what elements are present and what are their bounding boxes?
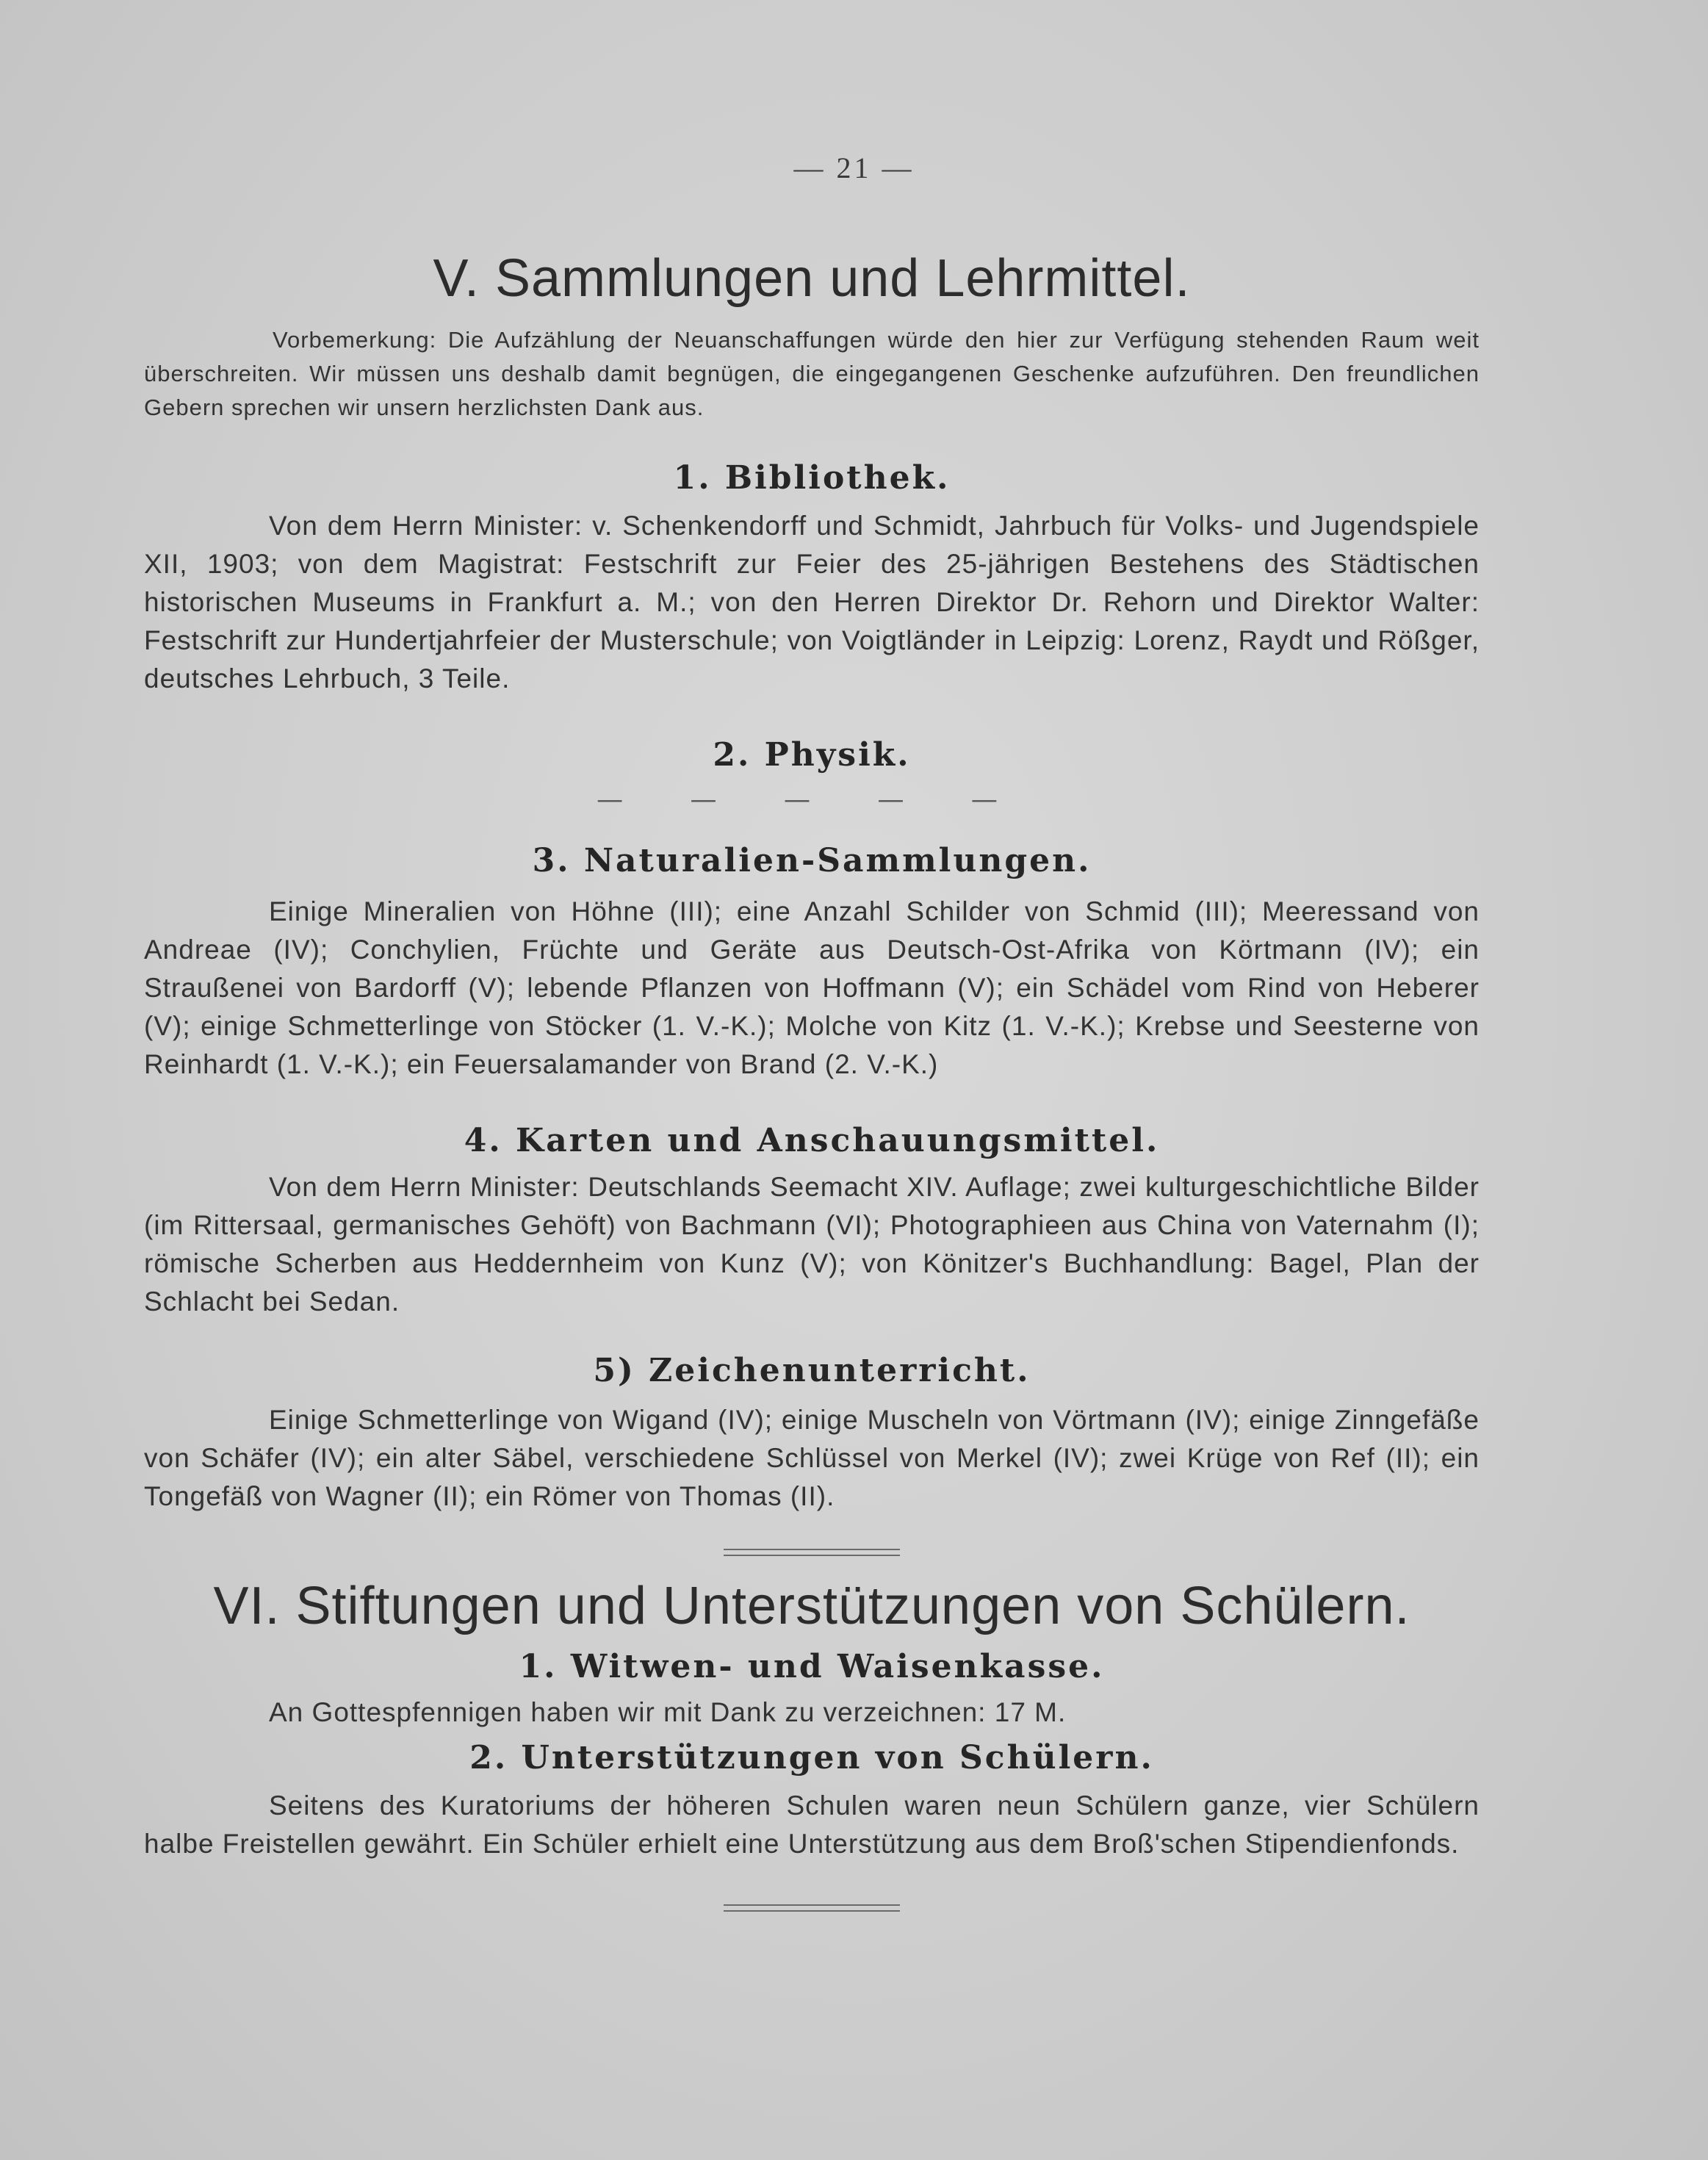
- subsection-witwenkasse-heading: 1. Witwen- und Waisenkasse.: [519, 1648, 1105, 1685]
- subsection-karten-text: Von dem Herrn Minister: Deutschlands Seemacht XIV. Auflage; zwei kulturgeschichtliche Bilder (im Rittersaal, germanisches Gehöft) von Bachmann (VI); Photographieen aus China von Vaternahm (I); römische Scherben aus Heddernheim von Kunz (V); von Könitzer's Buchhandlung: Bagel, Plan der Schlacht bei Sedan.: [144, 1172, 1480, 1317]
- subsection-witwenkasse-text: An Gottespfennigen haben wir mit Dank zu verzeichnen: 17 M.: [269, 1697, 1067, 1727]
- closing-divider: [724, 1904, 900, 1906]
- section-v-title: V. Sammlungen und Lehrmittel.: [433, 249, 1191, 308]
- page-number: — 21 —: [793, 151, 915, 184]
- subsection-unterstuetzungen-text: Seitens des Kuratoriums der höheren Schulen waren neun Schülern ganze, vier Schülern halbe Freistellen gewährt. Ein Schüler erhielt eine Unterstützung aus dem Broß'schen Stipendienfonds.: [144, 1790, 1480, 1859]
- subsection-naturalien-text: Einige Mineralien von Höhne (III); eine Anzahl Schilder von Schmid (III); Meeressand von Andreae (IV); Conchylien, Früchte und Geräte aus Deutsch-Ost-Afrika von Körtmann (IV); ein Straußenei von Bardorff (V); lebende Pflanzen von Hoffmann (V); ein Schädel vom Rind von Heberer (V); einige Schmetterlinge von Stöcker (1. V.-K.); Molche von Kitz (1. V.-K.); Krebse und Seesterne von Reinhardt (1. V.-K.); ein Feuersalamander von Brand (2. V.-K.): [144, 896, 1480, 1079]
- section-vi-title: VI. Stiftungen und Unterstützungen von Schülern.: [213, 1577, 1410, 1635]
- subsection-naturalien-heading: 3. Naturalien-Sammlungen.: [532, 842, 1092, 879]
- subsection-bibliothek-text: Von dem Herrn Minister: v. Schenkendorff und Schmidt, Jahrbuch für Volks- und Jugendspiele XII, 1903; von dem Magistrat: Festschrift zur Feier des 25-jährigen Bestehens des Städtischen historischen Museums in Frankfurt a. M.; von den Herren Direktor Dr. Rehorn und Direktor Walter: Festschrift zur Hundertjahrfeier der Musterschule; von Voigtländer in Leipzig: Lorenz, Raydt und Rößger, deutsches Lehrbuch, 3 Teile.: [144, 511, 1480, 694]
- section-divider: [724, 1549, 900, 1550]
- subsection-physik-heading: 2. Physik.: [713, 736, 911, 774]
- subsection-zeichenunterricht-heading: 5) Zeichenunterricht.: [593, 1352, 1031, 1389]
- subsection-unterstuetzungen-heading: 2. Unterstützungen von Schülern.: [469, 1739, 1154, 1776]
- text-column: [144, 0, 1480, 2160]
- subsection-bibliothek-heading: 1. Bibliothek.: [673, 459, 951, 497]
- subsection-karten-heading: 4. Karten und Anschauungsmittel.: [464, 1122, 1160, 1159]
- subsection-physik-dashes: — — — — —: [597, 785, 1027, 815]
- section-v-preliminary-note: Vorbemerkung: Die Aufzählung der Neuanschaffungen würde den hier zur Verfügung stehenden Raum weit überschreiten. Wir müssen uns deshalb damit begnügen, die eingegangenen Geschenke aufzuführen. Den freundlichen Gebern sprechen wir unsern herzlichsten Dank aus.: [144, 327, 1480, 420]
- subsection-zeichenunterricht-text: Einige Schmetterlinge von Wigand (IV); einige Muscheln von Vörtmann (IV); einige Zinngefäße von Schäfer (IV); ein alter Säbel, verschiedene Schlüssel von Merkel (IV); zwei Krüge von Ref (II); ein Tongefäß von Wagner (II); ein Römer von Thomas (II).: [144, 1405, 1480, 1511]
